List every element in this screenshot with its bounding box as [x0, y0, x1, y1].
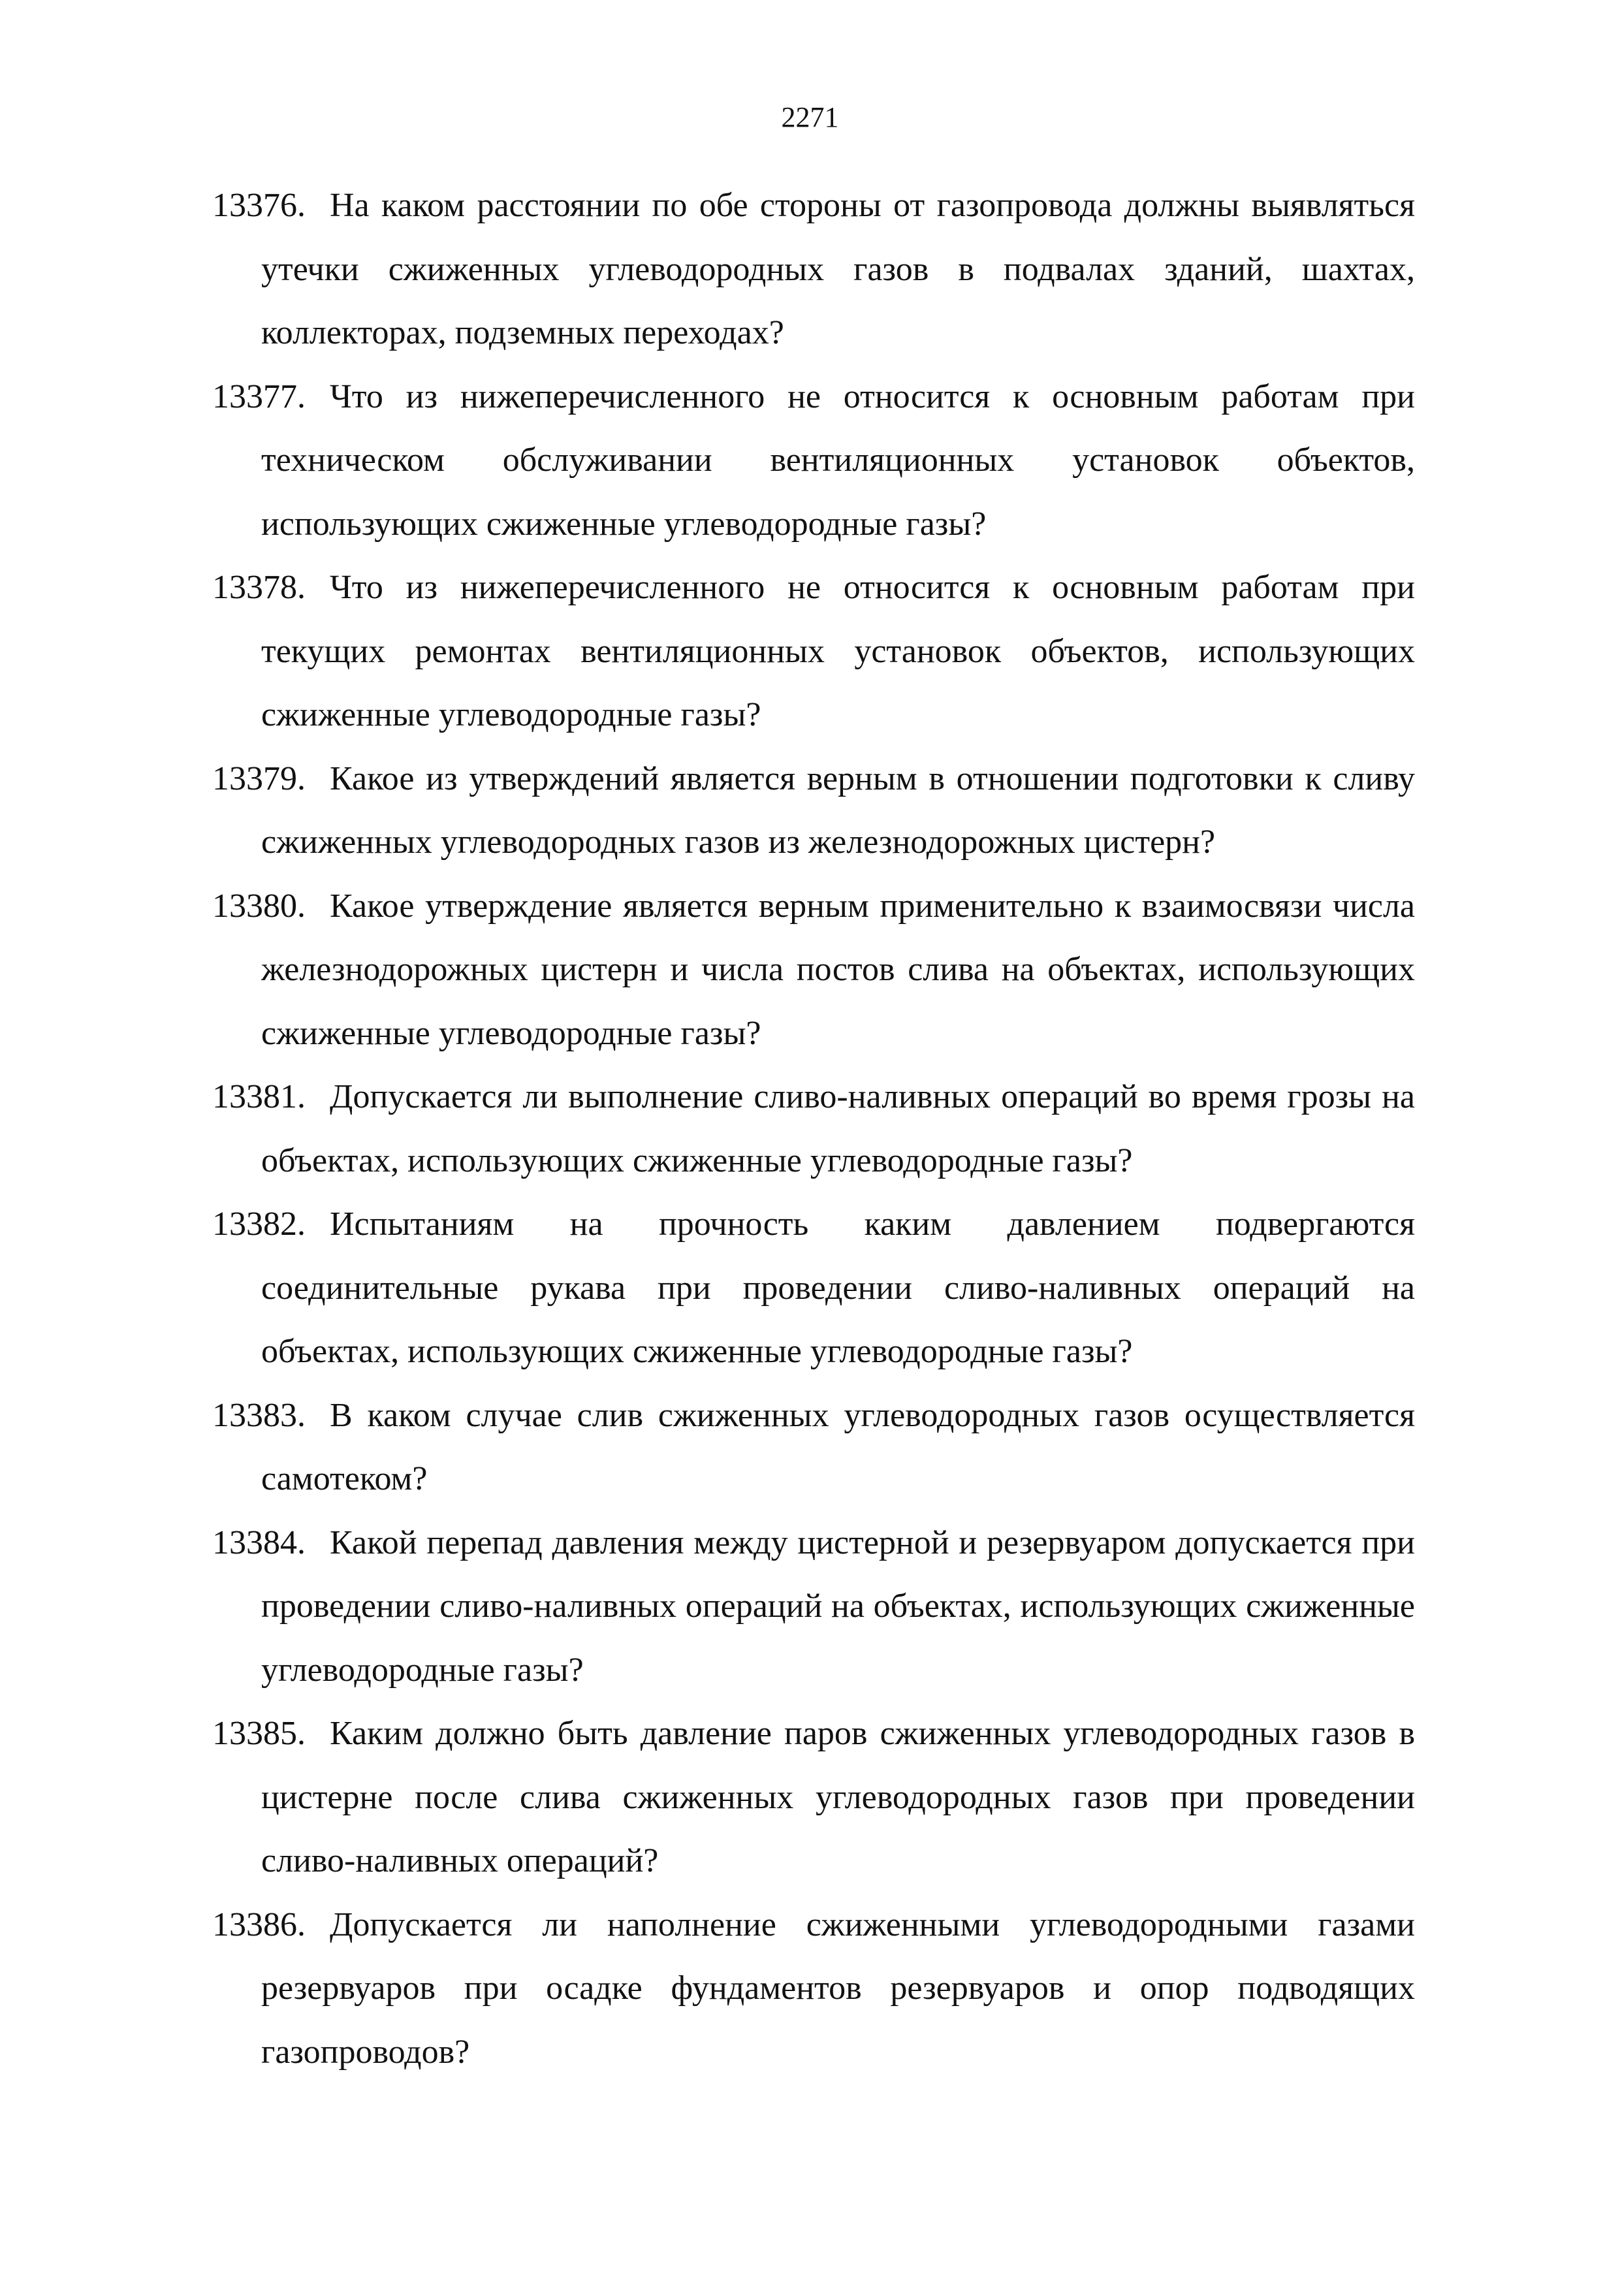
question-text: В каком случае слив сжиженных углеводородных газов осуществляется самотеком?: [261, 1396, 1415, 1497]
question-number: 13384.: [212, 1523, 306, 1561]
question-number: 13378.: [212, 569, 306, 606]
question-item: [212, 874, 1415, 1066]
question-item: [212, 1702, 1415, 1893]
question-text: Какой перепад давления между цистерной и резервуаром допускается при проведении сливо-наливных операций на объектах, использующих сжиженные углеводородные газы?: [261, 1523, 1415, 1689]
question-number: 13385.: [212, 1715, 306, 1752]
question-number: 13377.: [212, 377, 306, 415]
page-number: 2271: [781, 101, 839, 133]
question-list: [212, 174, 1415, 2084]
question-item: [212, 747, 1415, 874]
question-text: Каким должно быть давление паров сжиженных углеводородных газов в цистерне после слива сжиженных углеводородных газов при проведении сливо-наливных операций?: [261, 1715, 1415, 1879]
question-text: Что из нижеперечисленного не относится к основным работам при техническом обслуживании вентиляционных установок объектов, использующих сжиженные углеводородные газы?: [261, 377, 1415, 543]
question-text: Какое утверждение является верным применительно к взаимосвязи числа железнодорожных цистерн и числа постов слива на объектах, использующих сжиженные углеводородные газы?: [261, 887, 1415, 1052]
question-number: 13382.: [212, 1205, 306, 1243]
question-item: [212, 174, 1415, 365]
question-number: 13380.: [212, 887, 306, 925]
question-number: 13383.: [212, 1396, 306, 1434]
question-item: [212, 1384, 1415, 1511]
question-item: [212, 1511, 1415, 1702]
question-item: [212, 1192, 1415, 1384]
question-number: 13381.: [212, 1078, 306, 1115]
question-item: [212, 365, 1415, 556]
question-item: [212, 1065, 1415, 1192]
question-text: Допускается ли выполнение сливо-наливных операций во время грозы на объектах, использующих сжиженные углеводородные газы?: [261, 1078, 1415, 1179]
question-item: [212, 556, 1415, 747]
question-text: Какое из утверждений является верным в отношении подготовки к сливу сжиженных углеводородных газов из железнодорожных цистерн?: [261, 759, 1415, 861]
question-text: На каком расстоянии по обе стороны от газопровода должны выявляться утечки сжиженных углеводородных газов в подвалах зданий, шахтах, коллекторах, подземных переходах?: [261, 187, 1415, 351]
question-number: 13379.: [212, 759, 306, 797]
question-text: Допускается ли наполнение сжиженными углеводородными газами резервуаров при осадке фундаментов резервуаров и опор подводящих газопроводов?: [261, 1905, 1415, 2071]
question-text: Что из нижеперечисленного не относится к основным работам при текущих ремонтах вентиляционных установок объектов, использующих сжиженные углеводородные газы?: [261, 569, 1415, 733]
question-number: 13376.: [212, 187, 306, 224]
question-text: Испытаниям на прочность каким давлением подвергаются соединительные рукава при проведении сливо-наливных операций на объектах, использующих сжиженные углеводородные газы?: [261, 1205, 1415, 1370]
question-item: [212, 1893, 1415, 2084]
question-number: 13386.: [212, 1905, 306, 1943]
